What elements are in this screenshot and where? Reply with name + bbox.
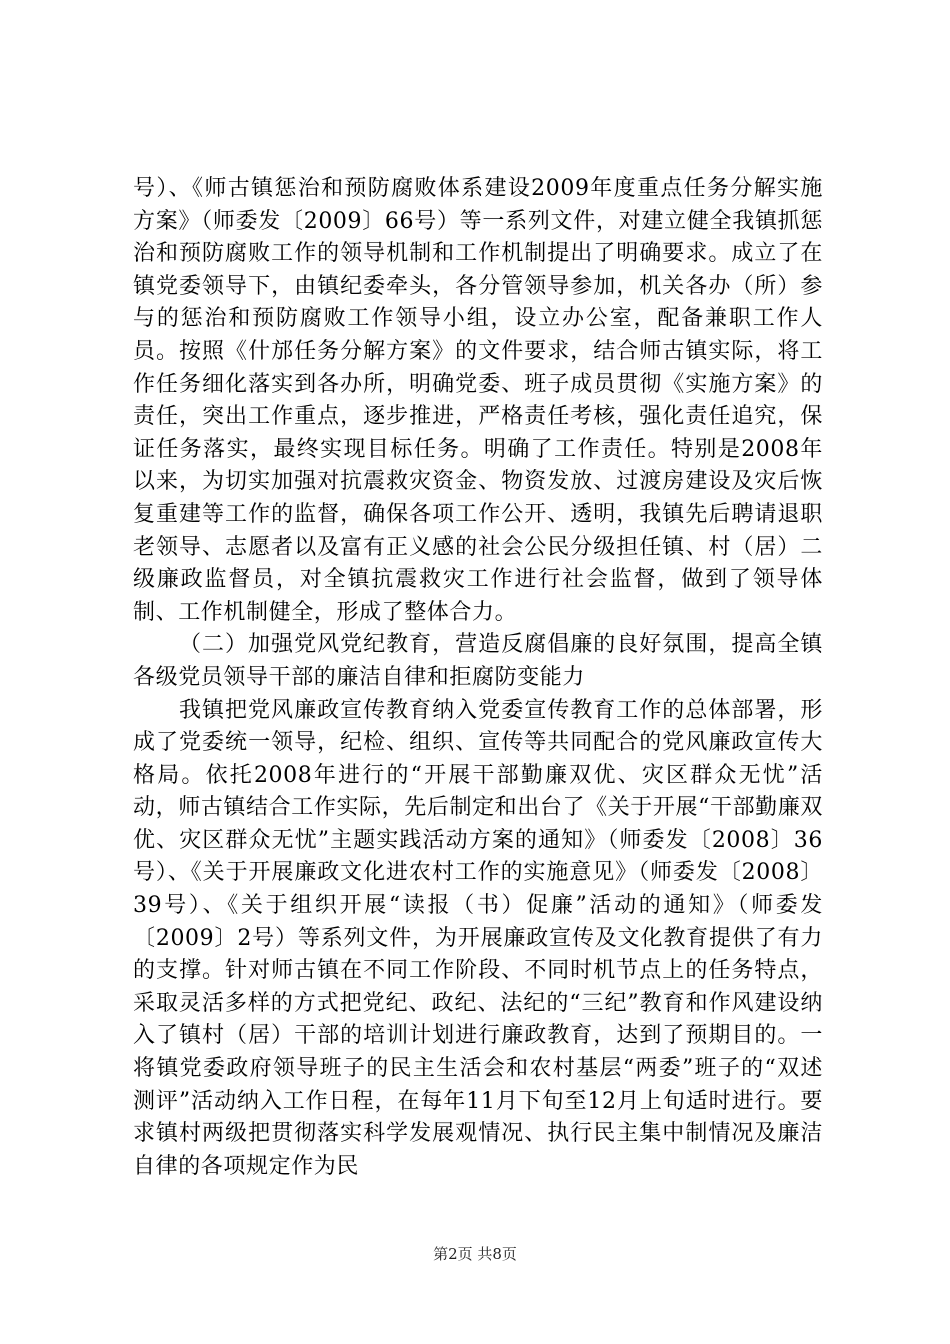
section-heading: （二）加强党风党纪教育，营造反腐倡廉的良好氛围，提高全镇各级党员领导干部的廉洁自律和拒腐防变能力	[133, 632, 823, 690]
paragraph-continuation: 号）、《师古镇惩治和预防腐败体系建设2009年度重点任务分解实施方案》（师委发〔2009〕66号）等一系列文件，对建立健全我镇抓惩治和预防腐败工作的领导机制和工作机制提出了明确要求。成立了在镇党委领导下，由镇纪委牵头，各分管领导参加，机关各办（所）参与的惩治和预防腐败工作领导小组，设立办公室，配备兼职工作人员。按照《什邡任务分解方案》的文件要求，结合师古镇实际，将工作任务细化落实到各办所，明确党委、班子成员贯彻《实施方案》的责任，突出工作重点，逐步推进，严格责任考核，强化责任追究，保证任务落实，最终实现目标任务。明确了工作责任。特别是2008年以来，为切实加强对抗震救灾资金、物资发放、过渡房建设及灾后恢复重建等工作的监督，确保各项工作公开、透明，我镇先后聘请退职老领导、志愿者以及富有正义感的社会公民分级担任镇、村（居）二级廉政监督员，对全镇抗震救灾工作进行社会监督，做到了领导体制、工作机制健全，形成了整体合力。	[133, 176, 823, 625]
page-footer: 第2页 共8页	[433, 1245, 517, 1263]
paragraph-body: 我镇把党风廉政宣传教育纳入党委宣传教育工作的总体部署，形成了党委统一领导，纪检、组织、宣传等共同配合的党风廉政宣传大格局。依托2008年进行的“开展干部勤廉双优、灾区群众无忧”活动，师古镇结合工作实际，先后制定和出台了《关于开展“干部勤廉双优、灾区群众无忧”主题实践活动方案的通知》（师委发〔2008〕36号）、《关于开展廉政文化进农村工作的实施意见》（师委发〔2008〕39号）、《关于组织开展“读报（书）促廉”活动的通知》（师委发〔2009〕2号）等系列文件，为开展廉政宣传及文化教育提供了有力的支撑。针对师古镇在不同工作阶段、不同时机节点上的任务特点，采取灵活多样的方式把党纪、政纪、法纪的“三纪”教育和作风建设纳入了镇村（居）干部的培训计划进行廉政教育，达到了预期目的。一将镇党委政府领导班子的民主生活会和农村基层“两委”班子的“双述测评”活动纳入工作日程，在每年11月下旬至12月上旬适时进行。要求镇村两级把贯彻落实科学发展观情况、执行民主集中制情况及廉洁自律的各项规定作为民	[133, 697, 823, 1179]
document-body	[133, 173, 823, 1183]
